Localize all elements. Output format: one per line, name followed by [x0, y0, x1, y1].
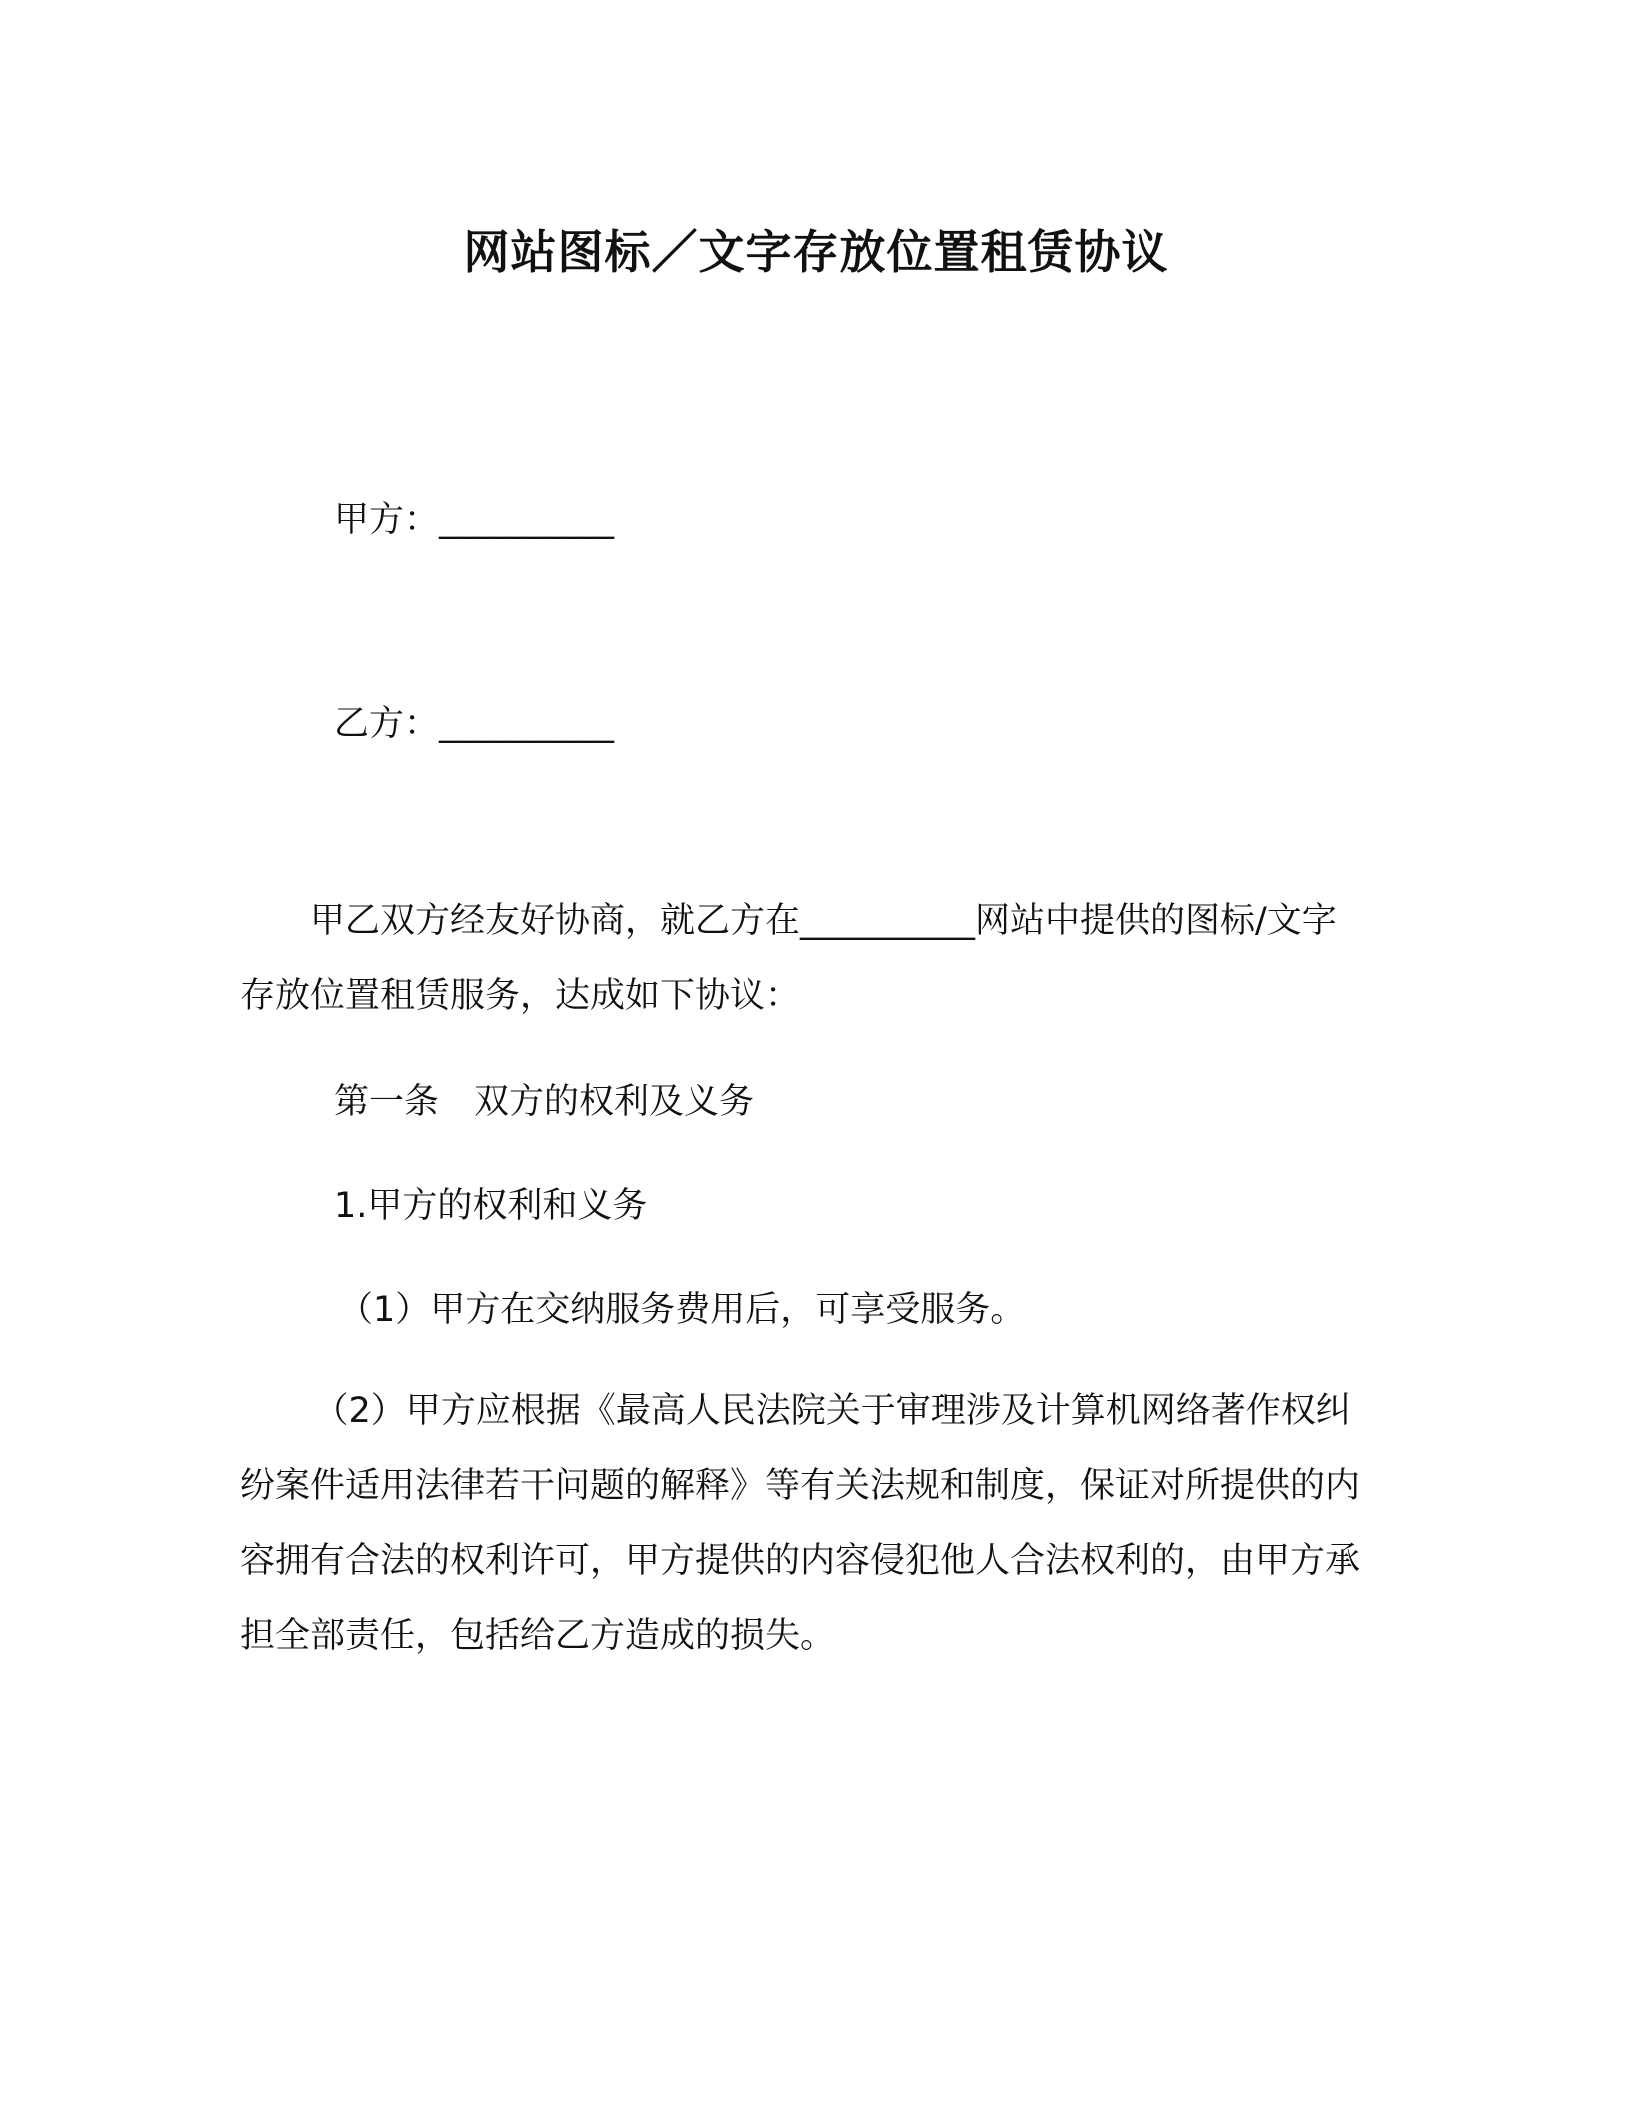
- intro-text: 甲乙双方经友好协商，就乙方在__________网站中提供的图标/文字存放位置租赁服务，达成如下协议：: [240, 901, 1337, 1016]
- party-b-line: 乙方：__________: [334, 704, 615, 744]
- document-title: 网站图标／文字存放位置租赁协议: [463, 225, 1169, 279]
- clause-1: （1）甲方在交纳服务费用后，可享受服务。: [338, 1290, 1026, 1330]
- section-1-heading: 1.甲方的权利和义务: [334, 1186, 648, 1226]
- clause-2-paragraph: [240, 1374, 1364, 1674]
- clause-2-text: （2）甲方应根据《最高人民法院关于审理涉及计算机网络著作权纠纷案件适用法律若干问题的解释》等有关法规和制度，保证对所提供的内容拥有合法的权利许可，甲方提供的内容侵犯他人合法权利的，由甲方承担全部责任，包括给乙方造成的损失。: [240, 1391, 1361, 1656]
- party-a-line: 甲方：__________: [334, 500, 615, 540]
- article-1-heading: 第一条 双方的权利及义务: [334, 1082, 755, 1122]
- intro-paragraph: [240, 884, 1360, 1034]
